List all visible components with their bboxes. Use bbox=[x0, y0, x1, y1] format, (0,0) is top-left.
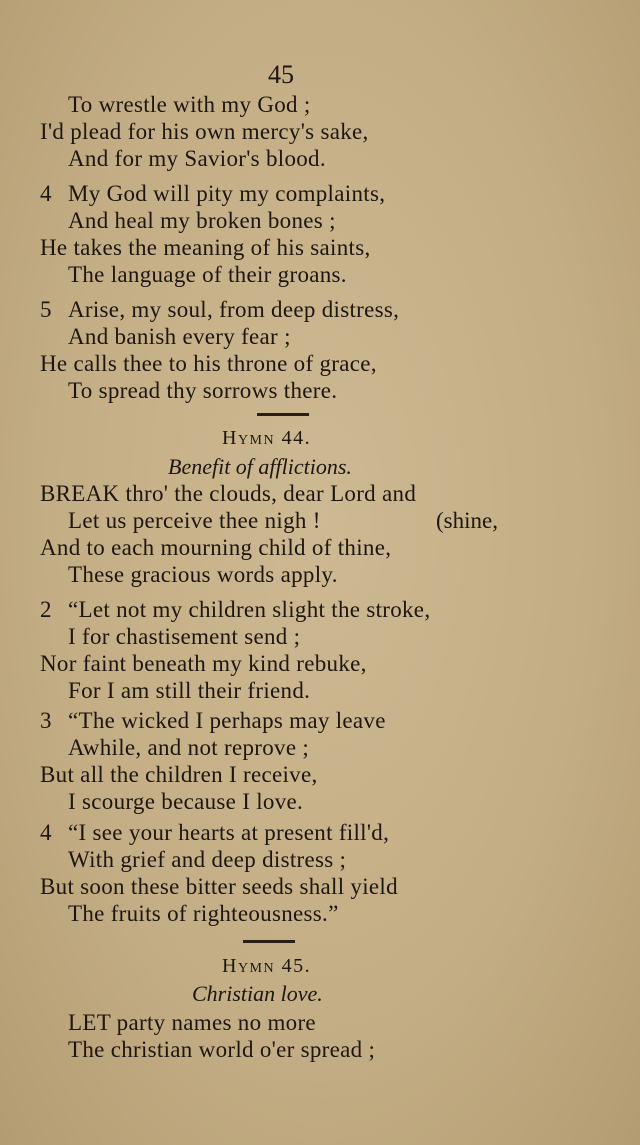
verse-line: The christian world o'er spread ; bbox=[68, 1037, 376, 1062]
section-rule bbox=[257, 413, 309, 416]
verse-line: But all the children I receive, bbox=[40, 762, 318, 787]
page-number: 45 bbox=[268, 60, 294, 89]
verse-number: 2 bbox=[40, 597, 52, 622]
verse-line: 2 “Let not my children slight the stroke, bbox=[40, 597, 431, 622]
hymn-subtitle: Christian love. bbox=[192, 981, 323, 1006]
verse-number: 4 bbox=[40, 181, 52, 206]
verse-line: 4 My God will pity my complaints, bbox=[40, 181, 386, 206]
verse-line: LET party names no more bbox=[68, 1010, 316, 1035]
verse-line: Nor faint beneath my kind rebuke, bbox=[40, 651, 367, 676]
verse-line: I scourge because I love. bbox=[68, 789, 304, 814]
verse-line: And for my Savior's blood. bbox=[68, 146, 326, 171]
verse-line: To spread thy sorrows there. bbox=[68, 378, 338, 403]
verse-line: I'd plead for his own mercy's sake, bbox=[40, 119, 369, 144]
verse-line: To wrestle with my God ; bbox=[68, 92, 311, 117]
verse-number: 5 bbox=[40, 297, 52, 322]
verse-line: 5 Arise, my soul, from deep distress, bbox=[40, 297, 400, 322]
hymn-subtitle: Benefit of afflictions. bbox=[168, 454, 352, 479]
verse-line: And banish every fear ; bbox=[68, 324, 291, 349]
verse-line: He takes the meaning of his saints, bbox=[40, 235, 371, 260]
verse-line: The language of their groans. bbox=[68, 262, 347, 287]
turnover-word: (shine, bbox=[436, 508, 498, 533]
verse-line: And to each mourning child of thine, bbox=[40, 535, 392, 560]
section-rule bbox=[243, 940, 295, 943]
verse-line: With grief and deep distress ; bbox=[68, 847, 347, 872]
verse-line: But soon these bitter seeds shall yield bbox=[40, 874, 398, 899]
verse-number: 4 bbox=[40, 820, 52, 845]
verse-line: I for chastisement send ; bbox=[68, 624, 301, 649]
verse-line: Awhile, and not reprove ; bbox=[68, 735, 310, 760]
verse-number: 3 bbox=[40, 708, 52, 733]
verse-line: 3 “The wicked I perhaps may leave bbox=[40, 708, 386, 733]
verse-line: For I am still their friend. bbox=[68, 678, 311, 703]
verse-line: And heal my broken bones ; bbox=[68, 208, 336, 233]
verse-line: Let us perceive thee nigh ! bbox=[68, 508, 321, 533]
verse-line: 4 “I see your hearts at present fill'd, bbox=[40, 820, 390, 845]
verse-line: The fruits of righteousness.” bbox=[68, 901, 339, 926]
verse-line: These gracious words apply. bbox=[68, 562, 338, 587]
hymn-title: Hymn 44. bbox=[222, 427, 312, 449]
verse-line: BREAK thro' the clouds, dear Lord and bbox=[40, 481, 417, 506]
verse-line: He calls thee to his throne of grace, bbox=[40, 351, 377, 376]
hymn-title: Hymn 45. bbox=[222, 955, 312, 977]
